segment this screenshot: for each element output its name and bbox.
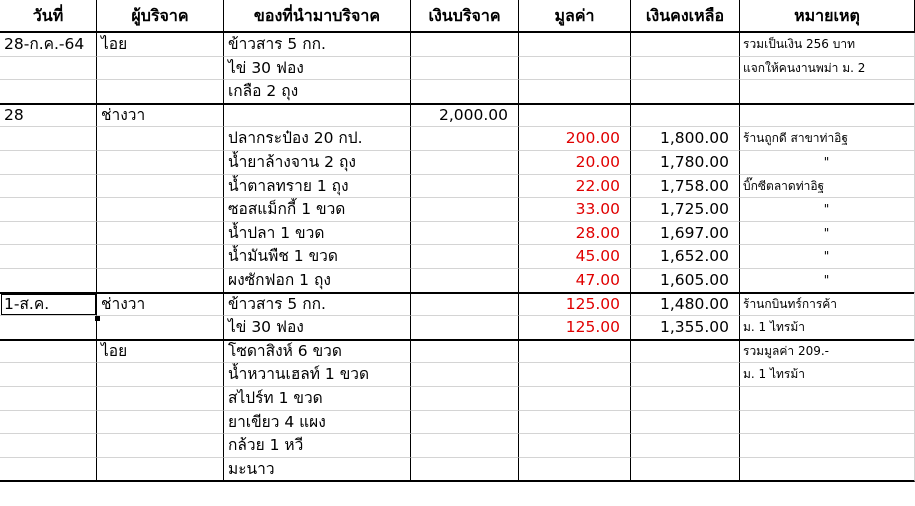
cell-item[interactable]: กล้วย 1 หวี: [224, 434, 411, 458]
cell-balance[interactable]: [631, 340, 740, 364]
cell-note[interactable]: ": [740, 269, 915, 294]
cell-donor[interactable]: [97, 387, 224, 411]
cell-date[interactable]: [0, 340, 97, 364]
cell-date[interactable]: [0, 458, 97, 483]
cell-date[interactable]: [0, 222, 97, 246]
cell-date[interactable]: [0, 411, 97, 435]
cell-date[interactable]: [0, 175, 97, 199]
cell-donation[interactable]: [411, 127, 519, 151]
cell-balance[interactable]: [631, 57, 740, 81]
cell-donation[interactable]: [411, 245, 519, 269]
cell-item[interactable]: ข้าวสาร 5 กก.: [224, 33, 411, 57]
cell-value[interactable]: 45.00: [519, 245, 631, 269]
cell-donor[interactable]: ช่างวา: [97, 104, 224, 128]
cell-note[interactable]: [740, 434, 915, 458]
cell-balance[interactable]: [631, 104, 740, 128]
cell-donor[interactable]: [97, 80, 224, 105]
cell-note[interactable]: [740, 80, 915, 105]
cell-donor[interactable]: ไอย: [97, 340, 224, 364]
cell-item[interactable]: ข้าวสาร 5 กก.: [224, 293, 411, 317]
cell-donation[interactable]: [411, 175, 519, 199]
cell-date[interactable]: 28-ก.ค.-64: [0, 33, 97, 57]
cell-value[interactable]: [519, 104, 631, 128]
cell-donation[interactable]: 2,000.00: [411, 104, 519, 128]
cell-note[interactable]: ม. 1 ไทรม้า: [740, 363, 915, 387]
cell-date[interactable]: [0, 57, 97, 81]
cell-note[interactable]: ร้านกบินทร์การค้า: [740, 293, 915, 317]
cell-balance[interactable]: [631, 33, 740, 57]
cell-value[interactable]: 20.00: [519, 151, 631, 175]
cell-value[interactable]: 125.00: [519, 316, 631, 341]
cell-donor[interactable]: [97, 316, 224, 341]
cell-value[interactable]: 22.00: [519, 175, 631, 199]
cell-donor[interactable]: [97, 127, 224, 151]
cell-item[interactable]: น้ำปลา 1 ขวด: [224, 222, 411, 246]
cell-donor[interactable]: [97, 222, 224, 246]
cell-balance[interactable]: 1,780.00: [631, 151, 740, 175]
cell-item[interactable]: ผงซักฟอก 1 ถุง: [224, 269, 411, 294]
cell-balance[interactable]: [631, 411, 740, 435]
cell-date[interactable]: [0, 387, 97, 411]
cell-note[interactable]: ": [740, 222, 915, 246]
cell-item[interactable]: น้ำมันพืช 1 ขวด: [224, 245, 411, 269]
cell-donation[interactable]: [411, 269, 519, 294]
cell-date[interactable]: [0, 434, 97, 458]
cell-donation[interactable]: [411, 434, 519, 458]
column-header-donation[interactable]: เงินบริจาค: [411, 0, 519, 33]
cell-date[interactable]: [0, 316, 97, 341]
cell-note[interactable]: [740, 411, 915, 435]
cell-balance[interactable]: 1,605.00: [631, 269, 740, 294]
cell-balance[interactable]: [631, 458, 740, 483]
cell-item[interactable]: ปลากระป๋อง 20 กป.: [224, 127, 411, 151]
cell-note[interactable]: ม. 1 ไทรม้า: [740, 316, 915, 341]
cell-note[interactable]: ": [740, 245, 915, 269]
cell-value[interactable]: [519, 80, 631, 105]
cell-donation[interactable]: [411, 387, 519, 411]
cell-donation[interactable]: [411, 316, 519, 341]
cell-donor[interactable]: [97, 198, 224, 222]
cell-donation[interactable]: [411, 33, 519, 57]
cell-note[interactable]: [740, 387, 915, 411]
cell-donor[interactable]: [97, 175, 224, 199]
cell-date[interactable]: [0, 269, 97, 294]
cell-value[interactable]: [519, 411, 631, 435]
cell-item[interactable]: เกลือ 2 ถุง: [224, 80, 411, 105]
cell-value[interactable]: 33.00: [519, 198, 631, 222]
cell-date[interactable]: 1-ส.ค.: [0, 293, 97, 317]
cell-balance[interactable]: 1,652.00: [631, 245, 740, 269]
cell-balance[interactable]: [631, 434, 740, 458]
column-header-note[interactable]: หมายเหตุ: [740, 0, 915, 33]
cell-balance[interactable]: [631, 363, 740, 387]
cell-item[interactable]: ซอสแม็กกี้ 1 ขวด: [224, 198, 411, 222]
cell-value[interactable]: [519, 434, 631, 458]
cell-balance[interactable]: 1,725.00: [631, 198, 740, 222]
cell-value[interactable]: 47.00: [519, 269, 631, 294]
cell-item[interactable]: มะนาว: [224, 458, 411, 483]
cell-donation[interactable]: [411, 363, 519, 387]
cell-item[interactable]: ยาเขียว 4 แผง: [224, 411, 411, 435]
cell-donation[interactable]: [411, 57, 519, 81]
cell-donor[interactable]: [97, 434, 224, 458]
cell-balance[interactable]: [631, 387, 740, 411]
cell-balance[interactable]: [631, 80, 740, 105]
column-header-balance[interactable]: เงินคงเหลือ: [631, 0, 740, 33]
cell-item[interactable]: โซดาสิงห์ 6 ขวด: [224, 340, 411, 364]
cell-donation[interactable]: [411, 458, 519, 483]
cell-date[interactable]: [0, 151, 97, 175]
cell-note[interactable]: [740, 458, 915, 483]
cell-item[interactable]: ไข่ 30 ฟอง: [224, 57, 411, 81]
cell-date[interactable]: 28: [0, 104, 97, 128]
cell-note[interactable]: ร้านถูกดี สาขาท่าอิฐ: [740, 127, 915, 151]
cell-donor[interactable]: [97, 245, 224, 269]
cell-value[interactable]: 125.00: [519, 293, 631, 317]
cell-donation[interactable]: [411, 293, 519, 317]
column-header-item[interactable]: ของที่นำมาบริจาค: [224, 0, 411, 33]
cell-donation[interactable]: [411, 222, 519, 246]
cell-note[interactable]: แจกให้คนงานพม่า ม. 2: [740, 57, 915, 81]
cell-value[interactable]: 200.00: [519, 127, 631, 151]
cell-date[interactable]: [0, 198, 97, 222]
cell-donor[interactable]: ไอย: [97, 33, 224, 57]
cell-item[interactable]: สไปร์ท 1 ขวด: [224, 387, 411, 411]
column-header-date[interactable]: วันที่: [0, 0, 97, 33]
cell-balance[interactable]: 1,800.00: [631, 127, 740, 151]
cell-note[interactable]: บิ๊กซีตลาดท่าอิฐ: [740, 175, 915, 199]
cell-donor[interactable]: ช่างวา: [97, 293, 224, 317]
cell-item[interactable]: น้ำตาลทราย 1 ถุง: [224, 175, 411, 199]
cell-value[interactable]: 28.00: [519, 222, 631, 246]
cell-donor[interactable]: [97, 411, 224, 435]
cell-donor[interactable]: [97, 151, 224, 175]
cell-date[interactable]: [0, 245, 97, 269]
cell-donor[interactable]: [97, 269, 224, 294]
cell-value[interactable]: [519, 363, 631, 387]
cell-date[interactable]: [0, 80, 97, 105]
cell-balance[interactable]: 1,355.00: [631, 316, 740, 341]
cell-donation[interactable]: [411, 80, 519, 105]
cell-note[interactable]: [740, 104, 915, 128]
column-header-value[interactable]: มูลค่า: [519, 0, 631, 33]
cell-balance[interactable]: 1,480.00: [631, 293, 740, 317]
cell-donor[interactable]: [97, 458, 224, 483]
cell-value[interactable]: [519, 33, 631, 57]
cell-note[interactable]: รวมเป็นเงิน 256 บาท: [740, 33, 915, 57]
column-header-donor[interactable]: ผู้บริจาค: [97, 0, 224, 33]
cell-donor[interactable]: [97, 57, 224, 81]
cell-value[interactable]: [519, 340, 631, 364]
cell-value[interactable]: [519, 458, 631, 483]
cell-item[interactable]: น้ำยาล้างจาน 2 ถุง: [224, 151, 411, 175]
cell-balance[interactable]: 1,697.00: [631, 222, 740, 246]
cell-date[interactable]: [0, 363, 97, 387]
cell-date[interactable]: [0, 127, 97, 151]
cell-balance[interactable]: 1,758.00: [631, 175, 740, 199]
cell-donation[interactable]: [411, 411, 519, 435]
cell-item[interactable]: ไข่ 30 ฟอง: [224, 316, 411, 341]
cell-note[interactable]: ": [740, 198, 915, 222]
cell-note[interactable]: รวมมูลค่า 209.-: [740, 340, 915, 364]
cell-item[interactable]: น้ำหวานเฮลท์ 1 ขวด: [224, 363, 411, 387]
cell-donor[interactable]: [97, 363, 224, 387]
selection-fill-handle[interactable]: [95, 316, 100, 321]
cell-donation[interactable]: [411, 198, 519, 222]
cell-item[interactable]: [224, 104, 411, 128]
cell-value[interactable]: [519, 387, 631, 411]
cell-donation[interactable]: [411, 340, 519, 364]
cell-donation[interactable]: [411, 151, 519, 175]
cell-note[interactable]: ": [740, 151, 915, 175]
cell-value[interactable]: [519, 57, 631, 81]
